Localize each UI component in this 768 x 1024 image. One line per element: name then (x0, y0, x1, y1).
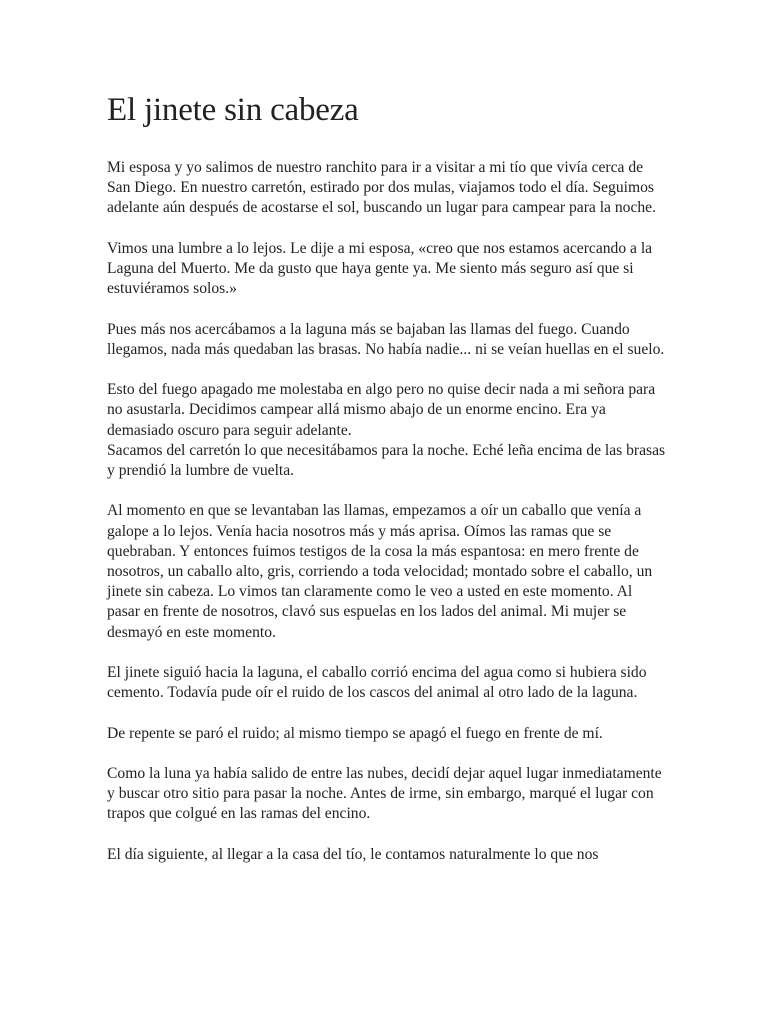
paragraph-10: El día siguiente, al llegar a la casa del tío, le contamos naturalmente lo que nos (107, 845, 599, 863)
paragraph-2: Vimos una lumbre a lo lejos. Le dije a mi esposa, «creo que nos estamos acercando a la Laguna del Muerto. Me da gusto que haya gente ya. Me siento más seguro así que si estuviéramos solos.» (107, 239, 653, 298)
paragraph-4: Esto del fuego apagado me molestaba en algo pero no quise decir nada a mi señora para no asustarla. Decidimos campear allá mismo abajo de un enorme encino. Era ya demasiado oscuro para seguir adelante. (107, 381, 656, 439)
paragraph-6: Al momento en que se levantaban las llamas, empezamos a oír un caballo que venía a galope a lo lejos. Venía hacia nosotros más y más aprisa. Oímos las ramas que se quebraban. Y entonces fuimos testigos de la cosa la más espantosa: en mero frente de nosotros, un caballo alto, gris, corriendo a toda velocidad; montado sobre el caballo, un jinete sin cabeza. Lo vimos tan claramente como le veo a usted en este momento. Al pasar en frente de nosotros, clavó sus espuelas en los lados del animal. Mi mujer se desmayó en este momento. (107, 502, 653, 641)
paragraph-7: El jinete siguió hacia la laguna, el caballo corrió encima del agua como si hubiera sido cemento. Todavía pude oír el ruido de los cascos del animal al otro lado de la laguna. (107, 664, 647, 702)
paragraph-5: Sacamos del carretón lo que necesitábamos para la noche. Eché leña encima de las brasas y prendió la lumbre de vuelta. (107, 441, 666, 479)
document-page (107, 88, 667, 865)
paragraph-9: Como la luna ya había salido de entre las nubes, decidí dejar aquel lugar inmediatamente y buscar otro sitio para pasar la noche. Antes de irme, sin embargo, marqué el lugar con trapos que colgué en las ramas del encino. (107, 764, 662, 823)
story-body (107, 158, 667, 865)
paragraph-8: De repente se paró el ruido; al mismo tiempo se apagó el fuego en frente de mí. (107, 724, 603, 742)
paragraph-1: Mi esposa y yo salimos de nuestro ranchito para ir a visitar a mi tío que vivía cerca de San Diego. En nuestro carretón, estirado por dos mulas, viajamos todo el día. Seguimos adelante aún después de acostarse el sol, buscando un lugar para campear para la noche. (107, 159, 657, 217)
document-title: El jinete sin cabeza (107, 92, 359, 128)
paragraph-3: Pues más nos acercábamos a la laguna más se bajaban las llamas del fuego. Cuando llegamos, nada más quedaban las brasas. No había nadie... ni se veían huellas en el suelo. (107, 320, 665, 358)
